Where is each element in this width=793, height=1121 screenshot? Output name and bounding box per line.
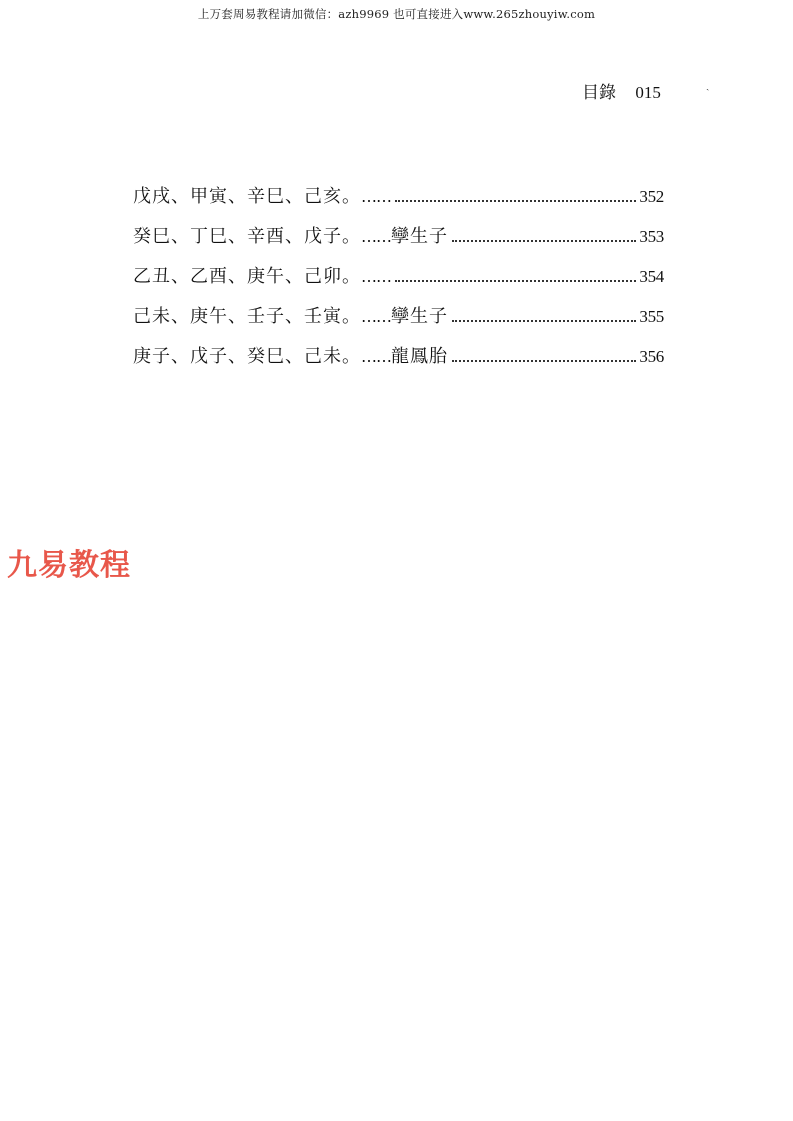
toc-ellipsis: …… xyxy=(361,347,391,366)
toc-page-number: 352 xyxy=(639,187,664,206)
toc-entry-title: 乙丑、乙酉、庚午、己卯。 xyxy=(133,266,361,287)
dot-leader xyxy=(395,199,636,202)
toc-entry-title: 庚子、戊子、癸巳、己未。 xyxy=(133,346,361,367)
toc-row[interactable] xyxy=(133,302,664,342)
dot-leader xyxy=(452,239,636,242)
toc-row[interactable] xyxy=(133,222,664,262)
toc-entry-author: 龍鳳胎 xyxy=(391,346,448,367)
toc-ellipsis: …… xyxy=(361,227,391,246)
section-title: 目錄 xyxy=(582,83,616,103)
toc-entry-title: 戊戌、甲寅、辛巳、己亥。 xyxy=(133,186,361,207)
table-of-contents xyxy=(133,182,664,382)
toc-ellipsis: …… xyxy=(361,187,391,206)
page-header xyxy=(582,78,661,103)
page-number: 015 xyxy=(635,83,661,102)
dot-leader xyxy=(452,359,636,362)
toc-entry-author: 孿生子 xyxy=(391,226,448,247)
toc-entry-title: 己未、庚午、壬子、壬寅。 xyxy=(133,306,361,327)
toc-page-number: 356 xyxy=(639,347,664,366)
toc-row[interactable] xyxy=(133,262,664,302)
toc-row[interactable] xyxy=(133,182,664,222)
toc-page-number: 354 xyxy=(639,267,664,286)
dot-leader xyxy=(452,319,636,322)
toc-page-number: 355 xyxy=(639,307,664,326)
corner-mark: ˎ xyxy=(706,80,710,91)
dot-leader xyxy=(395,279,636,282)
toc-ellipsis: …… xyxy=(361,307,391,326)
toc-page-number: 353 xyxy=(639,227,664,246)
top-banner: 上万套周易教程请加微信：azh9969 也可直接进入www.265zhouyiw.com xyxy=(197,7,596,21)
toc-row[interactable] xyxy=(133,342,664,382)
toc-entry-author: 孿生子 xyxy=(391,306,448,327)
toc-ellipsis: …… xyxy=(361,267,391,286)
toc-entry-title: 癸巳、丁巳、辛酉、戊子。 xyxy=(133,226,361,247)
watermark-logo: 九易教程 xyxy=(7,548,131,583)
